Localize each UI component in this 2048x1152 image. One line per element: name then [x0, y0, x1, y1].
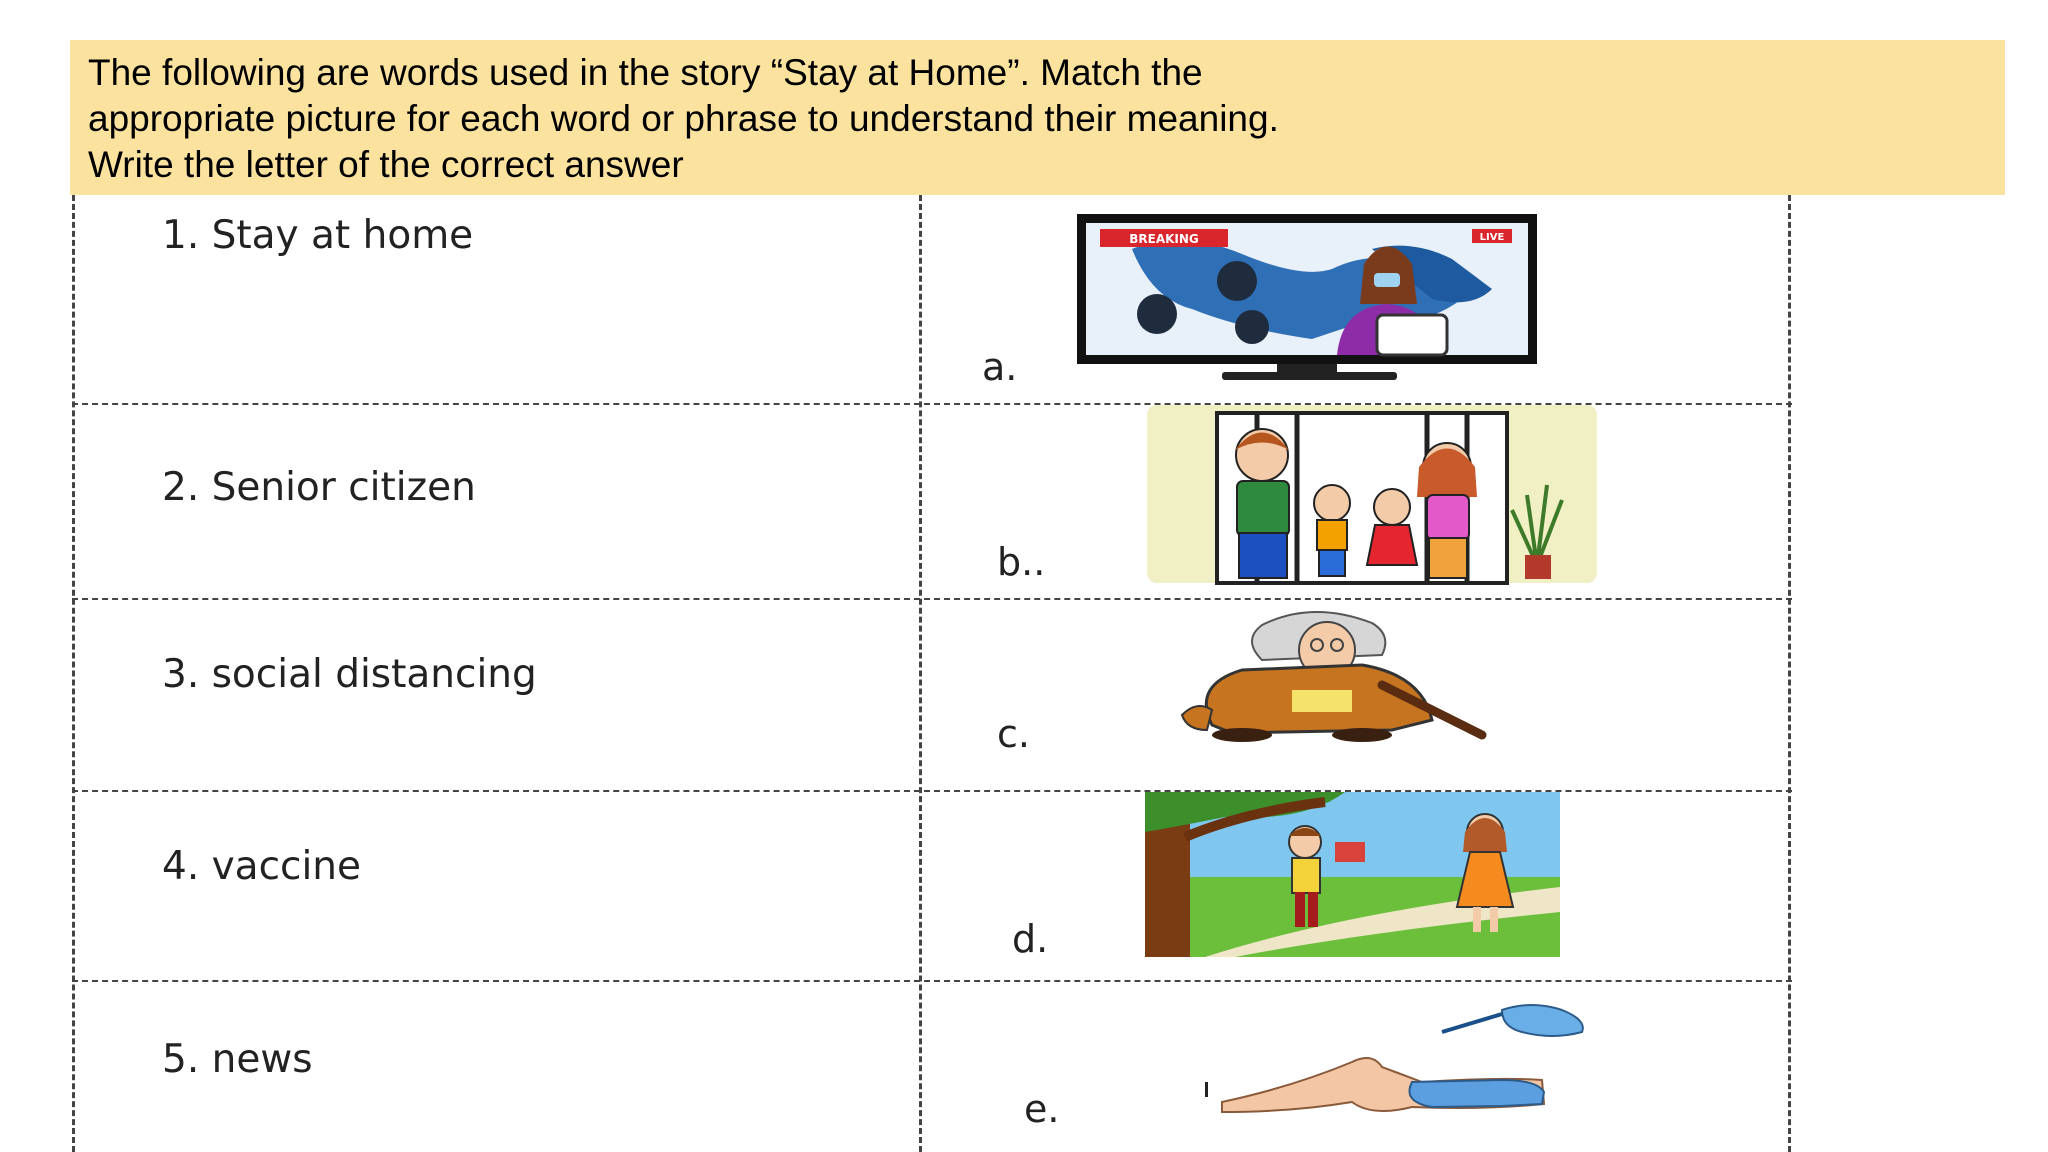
- instruction-line-2: appropriate picture for each word or phrase to understand their meaning.: [88, 98, 1279, 139]
- choice-letter-c: c.: [997, 712, 1030, 756]
- choice-letter-d: d.: [1012, 917, 1049, 961]
- table-row: [72, 792, 1792, 982]
- table-row: [72, 600, 1792, 792]
- choice-letter-e: e.: [1024, 1087, 1060, 1131]
- term-4: 4. vaccine: [162, 844, 362, 889]
- choice-letter-a: a.: [982, 345, 1018, 389]
- elderly-woman-with-cane-icon: [1152, 605, 1582, 750]
- tv-live-text: LIVE: [1479, 232, 1505, 243]
- term-3: 3. social distancing: [162, 652, 537, 697]
- tv-banner-text: BREAKING: [1129, 232, 1199, 246]
- term-5: 5. news: [162, 1037, 313, 1082]
- term-2: 2. Senior citizen: [162, 465, 476, 510]
- instruction-line-1: The following are words used in the story “Stay at Home”. Match the: [88, 52, 1203, 93]
- instructions-box: [70, 40, 2005, 195]
- news-broadcast-tv-icon: [1072, 209, 1542, 389]
- instruction-line-3: Write the letter of the correct answer: [88, 144, 684, 185]
- children-apart-outdoors-icon: [1145, 792, 1560, 962]
- table-row: [72, 405, 1792, 600]
- family-at-home-icon: [1147, 405, 1597, 590]
- term-1: 1. Stay at home: [162, 213, 474, 258]
- table-row: [72, 195, 1792, 405]
- choice-letter-b: b..: [997, 540, 1046, 584]
- vaccine-injection-arm-icon: [1202, 1002, 1602, 1127]
- table-row: [72, 982, 1792, 1152]
- matching-table: [72, 195, 1792, 1152]
